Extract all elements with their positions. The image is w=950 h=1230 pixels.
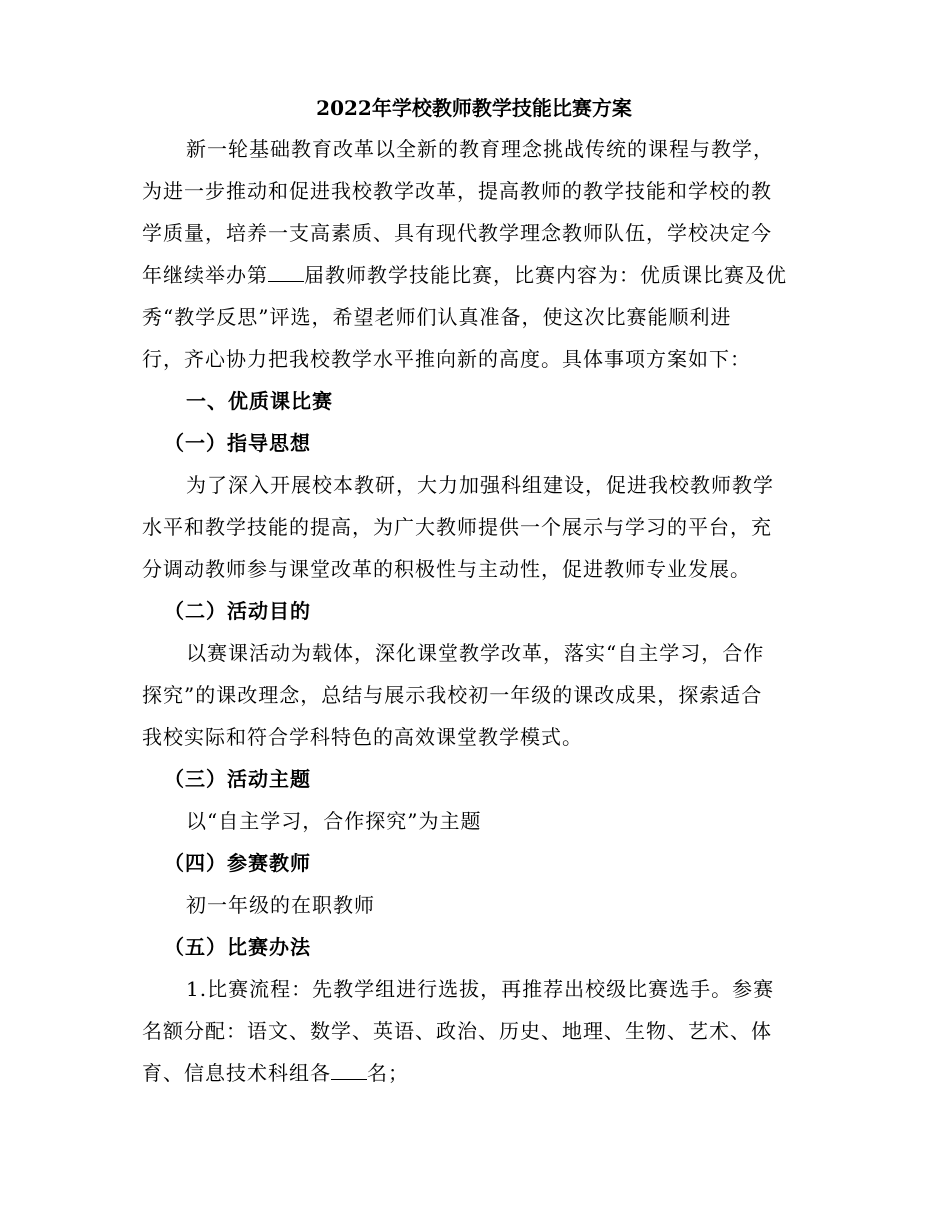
intro-line-part: 年继续举办第 — [142, 263, 268, 287]
sub-heading: （一）指导思想 — [164, 431, 311, 455]
sub5-paragraph — [142, 968, 806, 1094]
document-page — [142, 88, 806, 1094]
sub-heading: （三）活动主题 — [164, 767, 311, 791]
intro-line: 为进一步推动和促进我校教学改革，提高教师的教学技能和学校的教 — [142, 179, 772, 203]
sub-heading: （四）参赛教师 — [164, 851, 311, 875]
document-title: 2022年学校教师教学技能比赛方案 — [316, 96, 632, 120]
sub-heading: （二）活动目的 — [164, 599, 311, 623]
paragraph-line: 名额分配：语文、数学、英语、政治、历史、地理、生物、艺术、体 — [142, 1019, 772, 1043]
intro-line-with-blank — [142, 254, 806, 296]
intro-line: 行，齐心协力把我校教学水平推向新的高度。具体事项方案如下： — [142, 347, 751, 371]
section-heading: 一、优质课比赛 — [186, 389, 333, 413]
paragraph-line-part: 育、信息技术科组各 — [142, 1061, 331, 1085]
sub4-paragraph — [142, 884, 806, 926]
paragraph-line: 分调动教师参与课堂改革的积极性与主动性，促进教师专业发展。 — [142, 557, 751, 581]
fill-in-blank — [331, 1059, 367, 1080]
intro-line: 学质量，培养一支高素质、具有现代教学理念教师队伍，学校决定今 — [142, 221, 772, 245]
paragraph-line: 探究”的课改理念，总结与展示我校初一年级的课改成果，探索适合 — [142, 683, 763, 707]
intro-line: 秀“教学反思”评选，希望老师们认真准备，使这次比赛能顺利进 — [142, 305, 732, 329]
intro-line-part: 届教师教学技能比赛，比赛内容为：优质课比赛及优 — [304, 263, 787, 287]
paragraph-line: 水平和教学技能的提高，为广大教师提供一个展示与学习的平台，充 — [142, 515, 772, 539]
paragraph-line: 以“自主学习，合作探究”为主题 — [186, 809, 482, 833]
paragraph-line: 我校实际和符合学科特色的高效课堂教学模式。 — [142, 725, 583, 749]
sub2-paragraph — [142, 632, 806, 758]
intro-paragraph — [142, 128, 806, 380]
paragraph-line: 以赛课活动为载体，深化课堂教学改革，落实“自主学习，合作 — [186, 641, 765, 665]
paragraph-line: 1.比赛流程：先教学组进行选拔，再推荐出校级比赛选手。参赛 — [186, 977, 775, 1001]
paragraph-line: 初一年级的在职教师 — [186, 893, 375, 917]
sub1-paragraph — [142, 464, 806, 590]
sub-heading: （五）比赛办法 — [164, 935, 311, 959]
paragraph-line-with-blank — [142, 1052, 806, 1094]
sub3-paragraph — [142, 800, 806, 842]
paragraph-line-part: 名； — [367, 1061, 409, 1085]
paragraph-line: 为了深入开展校本教研，大力加强科组建设，促进我校教师教学 — [186, 473, 774, 497]
fill-in-blank — [268, 261, 304, 282]
intro-line: 新一轮基础教育改革以全新的教育理念挑战传统的课程与教学， — [186, 137, 774, 161]
